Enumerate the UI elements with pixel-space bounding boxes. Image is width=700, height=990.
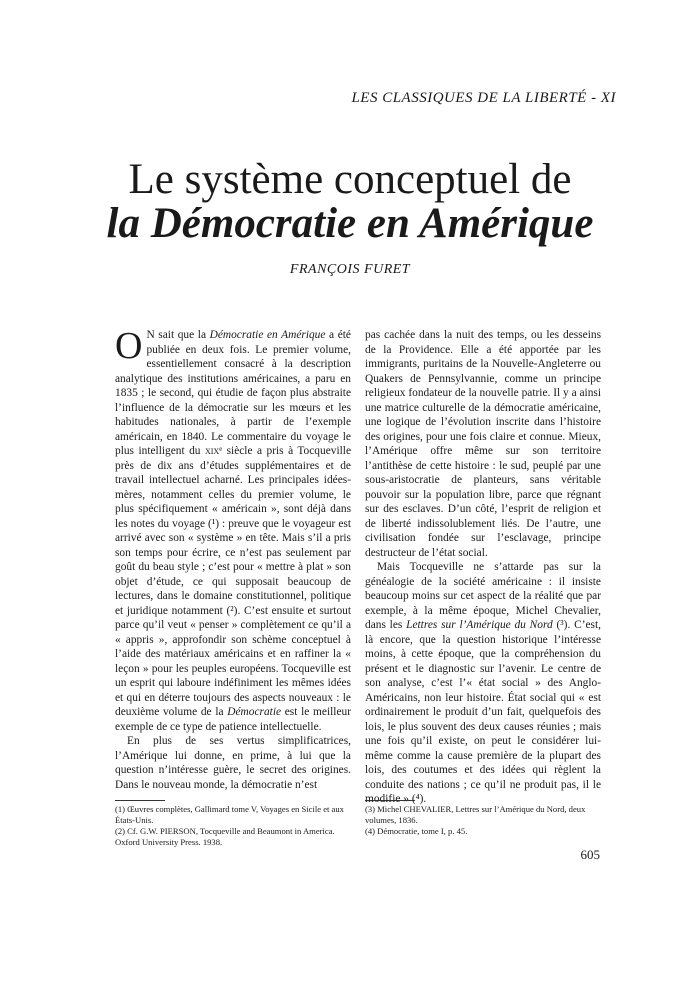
paragraph	[365, 560, 601, 807]
right-column	[365, 328, 601, 807]
text-run: Mais Tocqueville ne s’attarde pas sur la généalogie de la société américaine : il insiste beaucoup moins sur cet aspect de la réalité que par exemple, à la même époque, Michel Chevalier, dans les	[365, 561, 601, 631]
text-run: ᵉ siècle a pris à Tocqueville près de dix ans d’études supplémentaires et de travail intellectuel acharné. Les principales idées-mères, notamment celles du premier volume, le plus spécifiquement « américain », sont déjà dans les notes du voyage (¹) : preuve que le voyageur est arrivé avec son « système » en tête. Mais s’il a pris son temps pour écrire, ce n’est pas seulement par goût du beau style ; c’est pour « mettre à plat » son objet d’étude, ce qui supposait beaucoup de lectures, dans le domaine constitutionnel, politique et juridique notamment (²). C’est ensuite et surtout parce qu’il veut « penser » complètement ce qu’il a « appris », approfondir son schème conceptuel à l’aide des matériaux américains et en raffiner la « leçon » pour les peuples européens. Tocqueville est un esprit qui laboure indéfiniment les mêmes idées et qui en déterre toujours des aspects nouveaux : le deuxième volume de la	[115, 445, 352, 718]
title-line-2: la Démocratie en Amérique	[106, 200, 594, 247]
footnotes-right	[365, 804, 601, 838]
text-run: (³). C’est, là encore, que la question historique l’intéresse moins, à cette époque, que la compréhension du présent et le diagnostic sur l’avenir. Le centre de son analyse, c’est l’« état social » des Anglo-Américains, non leur histoire. État social qui « est ordinairement le produit d’un fait, quelquefois des lois, le plus souvent des deux causes réunies ; mais une fois qu’il existe, on peut le considérer lui-même comme la cause première de la plupart des lois, des coutumes et des idées qui règlent la conduite des nations ; ce qu’il ne produit pas, il le modifie » (⁴).	[365, 619, 601, 805]
footnote: (1) Œuvres complètes, Gallimard tome V, Voyages en Sicile et aux États-Unis.	[115, 804, 344, 825]
author-byline: FRANÇOIS FURET	[289, 262, 411, 277]
footnote-divider	[365, 800, 415, 801]
footnotes-left	[115, 804, 351, 848]
text-run: a été publiée en deux fois. Le premier volume, essentiellement consacré à la description analytique des institutions américaines, a paru en 1835 ; le second, qui étudie de façon plus abstraite l’influence de la démocratie sur les mœurs et les habitudes nationales, à partir de l’exemple américain, en 1840. Le commentaire du voyage le plus intelligent du	[115, 329, 351, 457]
paragraph: pas cachée dans la nuit des temps, ou les desseins de la Providence. Elle a été apportée par les immigrants, puritains de la Nouvelle-Angleterre ou Quakers de Pennsylvannie, comme un principe religieux fondateur de la nouvelle patrie. Il y a ainsi une matrice culturelle de la démocratie américaine, une logique de l’évolution inscrite dans l’histoire des origines, pour une fois claire et connue. Mieux, l’Amérique offre même sur son territoire l’antithèse de cette histoire : le sud, peuplé par une sous-aristocratie de planteurs, sans véritable pouvoir sur la population libre, parce que régnant sur des esclaves. D’un côté, l’esprit de religion et de liberté indissolublement liés. De l’autre, une civilisation fondée sur l’esclavage, principe destructeur de l’état social.	[365, 329, 601, 559]
title-line-1: Le système conceptuel de	[128, 156, 572, 203]
footnote: (4) Démocratie, tome I, p. 45.	[365, 826, 468, 836]
text-run: N sait que la	[146, 329, 210, 341]
paragraph: En plus de ses vertus simplificatrices, l’Amérique lui donne, en prime, à lui que la question n’intéresse guère, le secret des origines. Dans le nouveau monde, la démocratie n’est	[115, 735, 351, 791]
small-caps-text: xix	[204, 445, 220, 457]
text-run: est le meilleur exemple de ce type de patience intellectuelle.	[115, 706, 352, 733]
article-title	[0, 158, 700, 246]
italic-title: Lettres sur l’Amérique du Nord	[406, 619, 553, 631]
series-header: LES CLASSIQUES DE LA LIBERTÉ - XI	[351, 90, 616, 106]
drop-cap: O	[115, 325, 143, 367]
footnote: (2) Cf. G.W. PIERSON, Tocqueville and Beaumont in America. Oxford University Press. 1938.	[115, 826, 335, 847]
italic-title: Démocratie	[227, 706, 282, 718]
footnote: (3) Michel CHEVALIER, Lettres sur l’Amérique du Nord, deux volumes, 1836.	[365, 804, 586, 825]
footnote-divider	[115, 800, 165, 801]
italic-title: Démocratie en Amérique	[209, 329, 326, 341]
page-number: 605	[580, 847, 600, 862]
left-column	[115, 325, 352, 792]
paragraph	[115, 325, 352, 734]
